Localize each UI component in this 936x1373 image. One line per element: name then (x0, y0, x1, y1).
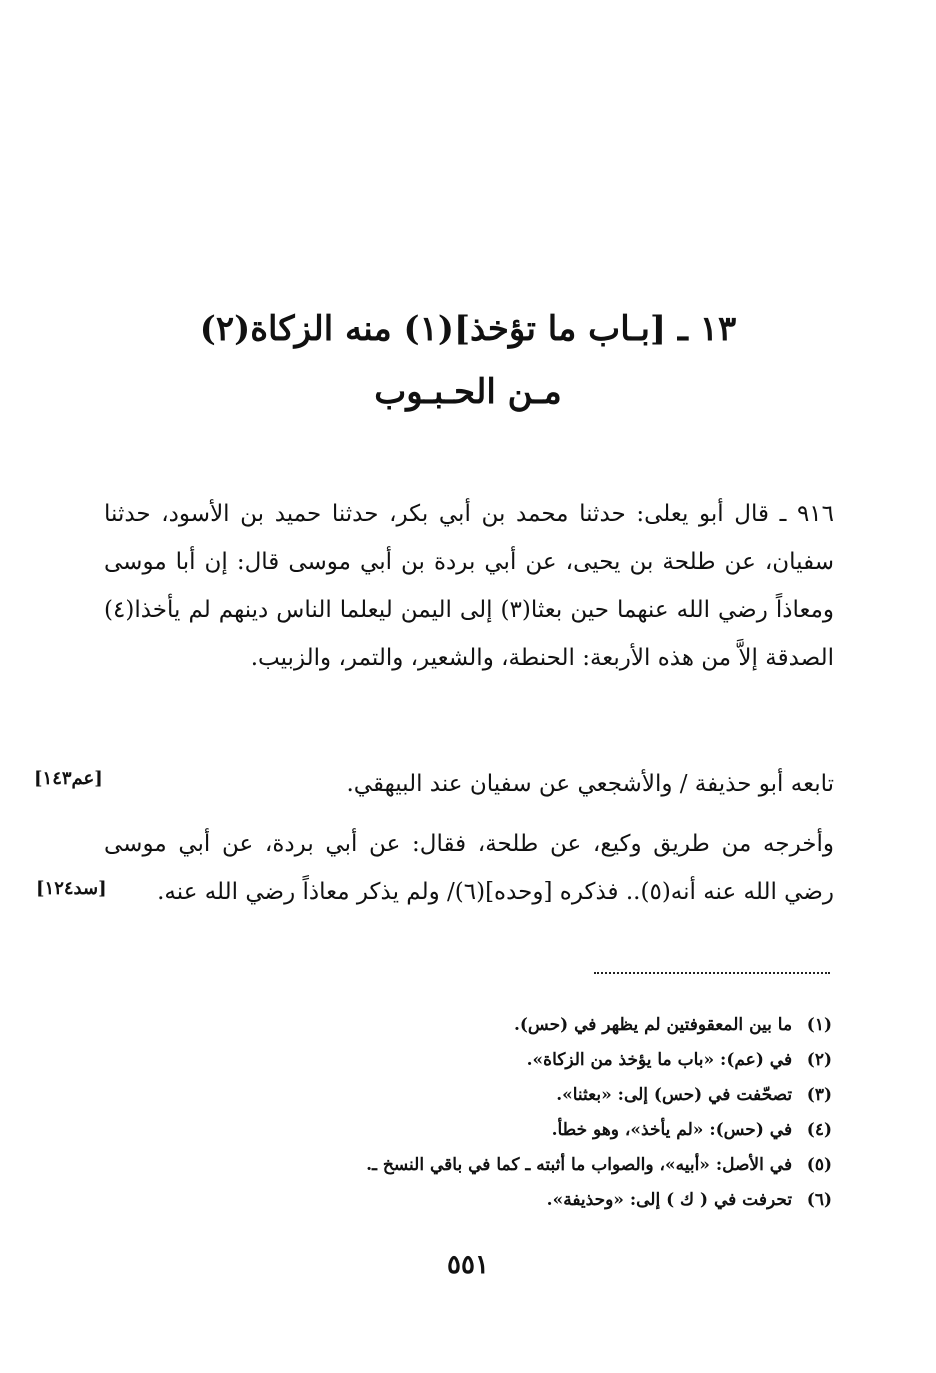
footnote-text: في (عم): «باب ما يؤخذ من الزكاة». (526, 1050, 793, 1070)
footnotes-list (232, 1008, 832, 1218)
footnote (232, 1148, 832, 1183)
chapter-subtitle: مـن الحـبـوب (374, 372, 562, 412)
footnote-text: في (حس): «لم يأخذ»، وهو خطأ. (551, 1120, 793, 1140)
footnote-text: في الأصل: «أبيه»، والصواب ما أثبته ـ كما في باقي النسخ ـ. (366, 1155, 793, 1175)
footnote-text: تحرفت في ( ك ) إلى: «وحذيفة». (546, 1190, 793, 1210)
footnote-number: (١) (806, 1015, 832, 1035)
narration-paragraph: وأخرجه من طريق وكيع، عن طلحة، فقال: عن أبي بردة، عن أبي موسى رضي الله عنه أنه(٥).. فذكره [وحده](٦)/ ولم يذكر معاذاً رضي الله عنه. (104, 831, 834, 905)
footnote-text: ما بين المعقوفتين لم يظهر في (حس). (513, 1015, 793, 1035)
footnote-number: (٤) (806, 1120, 832, 1140)
page-number: ٥٥١ (447, 1250, 489, 1280)
footnote (232, 1113, 832, 1148)
margin-note-manuscript-ref: [عم١٤٣] (34, 768, 103, 789)
footnote (232, 1008, 832, 1043)
footnote (232, 1043, 832, 1078)
footnote-number: (٦) (806, 1190, 832, 1210)
footnote-number: (٣) (806, 1085, 832, 1105)
chapter-title: ١٣ ـ [بـاب ما تؤخذ](١) منه الزكاة(٢) (199, 309, 737, 349)
footnote (232, 1078, 832, 1113)
hadith-paragraph: ٩١٦ ـ قال أبو يعلى: حدثنا محمد بن أبي بكر، حدثنا حميد بن الأسود، حدثنا سفيان، عن طلحة بن يحيى، عن أبي بردة بن أبي موسى قال: إن أبا موسى ومعاذاً رضي الله عنهما حين بعثا(٣) إلى اليمن ليعلما الناس دينهم لم يأخذا(٤) الصدقة إلاَّ من هذه الأربعة: الحنطة، والشعير، والتمر، والزبيب. (104, 501, 834, 671)
footnote-number: (٥) (806, 1155, 832, 1175)
footnote-separator (594, 972, 830, 974)
footnote (232, 1183, 832, 1218)
footnote-text: تصحّفت في (حس) إلى: «بعثنا». (556, 1085, 793, 1105)
margin-note-manuscript-ref: [سد١٢٤] (36, 878, 107, 899)
follow-up-paragraph: تابعه أبو حذيفة / والأشجعي عن سفيان عند البيهقي. (346, 771, 834, 797)
footnote-number: (٢) (806, 1050, 832, 1070)
